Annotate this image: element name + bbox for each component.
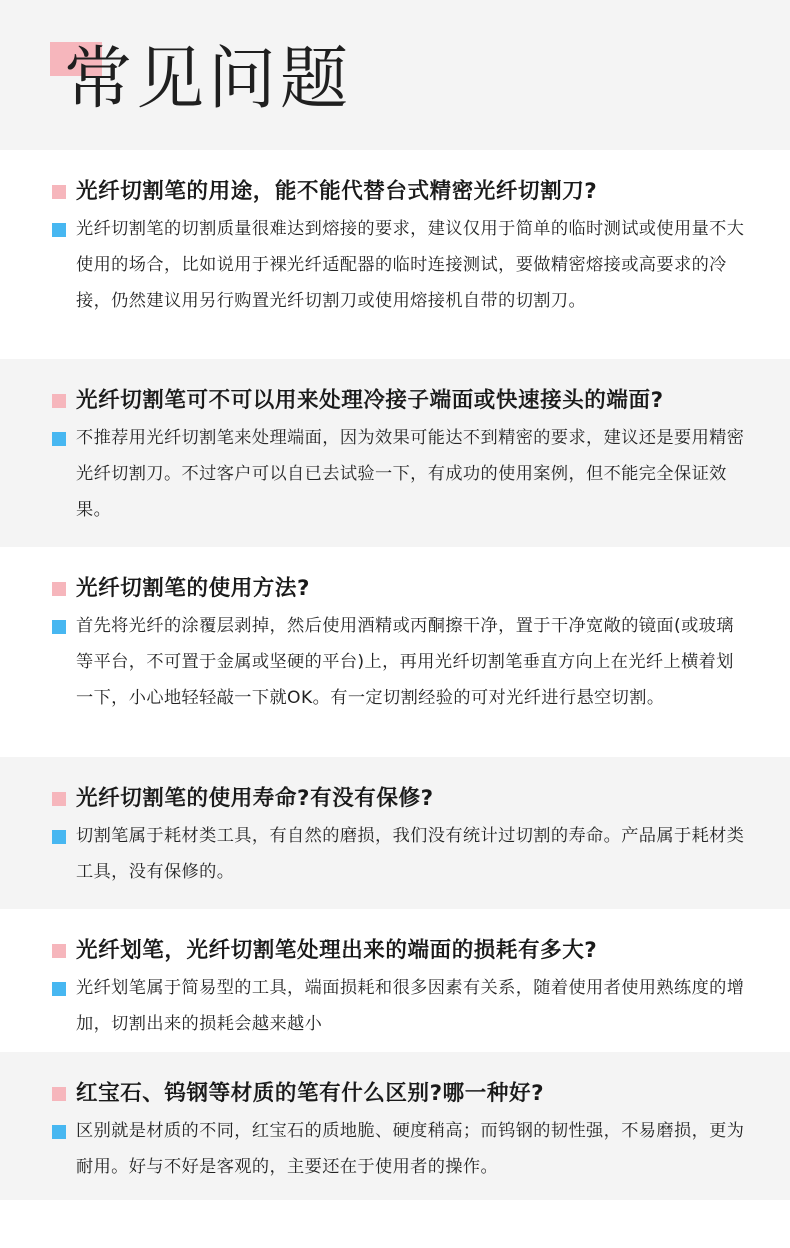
faq-question — [52, 934, 746, 968]
faq-item — [0, 359, 790, 547]
question-text: 红宝石、钨钢等材质的笔有什么区别?哪一种好? — [76, 1081, 545, 1106]
faq-question — [52, 782, 746, 816]
faq-answer — [52, 1113, 746, 1185]
question-marker-icon — [52, 582, 66, 596]
faq-answer — [52, 818, 746, 890]
question-text: 光纤切割笔可不可以用来处理冷接子端面或快速接头的端面? — [76, 388, 664, 413]
faq-item — [0, 150, 790, 359]
faq-question — [52, 384, 746, 418]
answer-marker-icon — [52, 830, 66, 844]
answer-text: 光纤切割笔的切割质量很难达到熔接的要求，建议仅用于简单的临时测试或使用量不大使用的场合，比如说用于裸光纤适配器的临时连接测试，要做精密熔接或高要求的冷接，仍然建议用另行购置光纤切割刀或使用熔接机自带的切割刀。 — [76, 219, 745, 311]
question-text: 光纤切割笔的使用方法? — [76, 576, 311, 601]
answer-text: 光纤划笔属于简易型的工具，端面损耗和很多因素有关系，随着使用者使用熟练度的增加，切割出来的损耗会越来越小 — [76, 978, 745, 1034]
faq-item — [0, 547, 790, 757]
answer-marker-icon — [52, 432, 66, 446]
answer-text: 区别就是材质的不同，红宝石的质地脆、硬度稍高；而钨钢的韧性强，不易磨损，更为耐用。好与不好是客观的，主要还在于使用者的操作。 — [76, 1121, 745, 1177]
faq-item — [0, 757, 790, 909]
answer-marker-icon — [52, 982, 66, 996]
faq-answer — [52, 211, 746, 319]
answer-text: 切割笔属于耗材类工具，有自然的磨损，我们没有统计过切割的寿命。产品属于耗材类工具，没有保修的。 — [76, 826, 745, 882]
faq-item — [0, 1052, 790, 1200]
faq-answer — [52, 970, 746, 1042]
faq-answer — [52, 608, 746, 716]
question-marker-icon — [52, 394, 66, 408]
question-marker-icon — [52, 1087, 66, 1101]
answer-text: 首先将光纤的涂覆层剥掉，然后使用酒精或丙酮擦干净，置于干净宽敞的镜面(或玻璃等平台，不可置于金属或坚硬的平台)上，再用光纤切割笔垂直方向上在光纤上横着划一下，小心地轻轻敲一下就OK。有一定切割经验的可对光纤进行悬空切割。 — [76, 616, 734, 708]
question-text: 光纤切割笔的使用寿命?有没有保修? — [76, 786, 434, 811]
answer-marker-icon — [52, 1125, 66, 1139]
faq-question — [52, 1077, 746, 1111]
question-marker-icon — [52, 792, 66, 806]
answer-text: 不推荐用光纤切割笔来处理端面，因为效果可能达不到精密的要求，建议还是要用精密光纤切割刀。不过客户可以自已去试验一下，有成功的使用案例，但不能完全保证效果。 — [76, 428, 745, 520]
question-text: 光纤划笔，光纤切割笔处理出来的端面的损耗有多大? — [76, 938, 598, 963]
answer-marker-icon — [52, 620, 66, 634]
faq-question — [52, 175, 746, 209]
question-marker-icon — [52, 944, 66, 958]
question-text: 光纤切割笔的用途，能不能代替台式精密光纤切割刀? — [76, 179, 598, 204]
page-title: 常见问题 — [64, 40, 353, 119]
faq-question — [52, 572, 746, 606]
faq-answer — [52, 420, 746, 528]
answer-marker-icon — [52, 223, 66, 237]
page-header — [0, 0, 790, 150]
faq-item — [0, 909, 790, 1052]
question-marker-icon — [52, 185, 66, 199]
